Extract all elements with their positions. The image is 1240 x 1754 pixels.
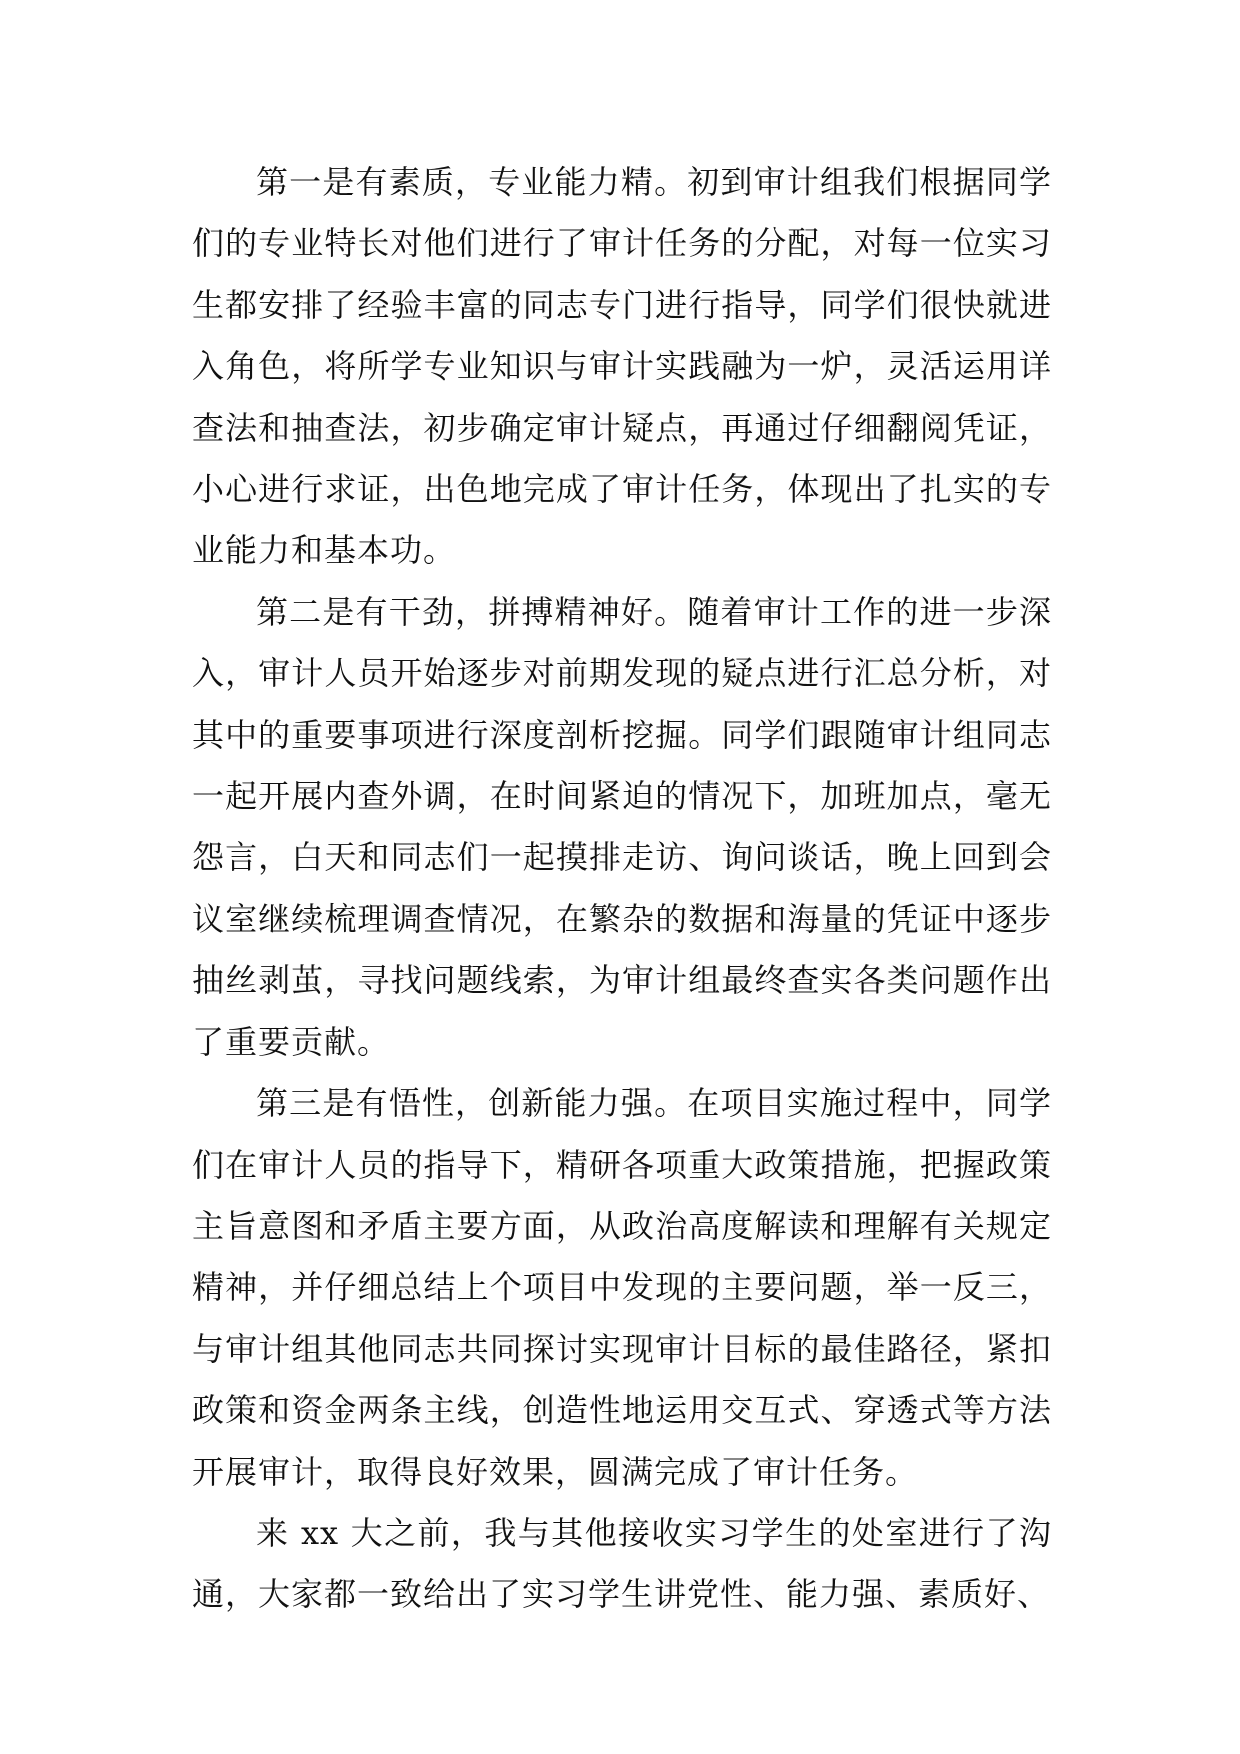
paragraph-quality: 第一是有素质，专业能力精。初到审计组我们根据同学们的专业特长对他们进行了审计任务的分配，对每一位实习生都安排了经验丰富的同志专门进行指导，同学们很快就进入角色，将所学专业知识与审计实践融为一炉，灵活运用详查法和抽查法，初步确定审计疑点，再通过仔细翻阅凭证，小心进行求证，出色地完成了审计任务，体现出了扎实的专业能力和基本功。 bbox=[192, 163, 1052, 570]
paragraph-insight: 第三是有悟性，创新能力强。在项目实施过程中，同学们在审计人员的指导下，精研各项重大政策措施，把握政策主旨意图和矛盾主要方面，从政治高度解读和理解有关规定精神，并仔细总结上个项目中发现的主要问题，举一反三，与审计组其他同志共同探讨实现审计目标的最佳路径，紧扣政策和资金两条主线，创造性地运用交互式、穿透式等方法开展审计，取得良好效果，圆满完成了审计任务。 bbox=[192, 1084, 1052, 1491]
document-body bbox=[192, 152, 1052, 1626]
paragraph-drive: 第二是有干劲，拼搏精神好。随着审计工作的进一步深入，审计人员开始逐步对前期发现的疑点进行汇总分析，对其中的重要事项进行深度剖析挖掘。同学们跟随审计组同志一起开展内查外调，在时间紧迫的情况下，加班加点，毫无怨言，白天和同志们一起摸排走访、询问谈话，晚上回到会议室继续梳理调查情况，在繁杂的数据和海量的凭证中逐步抽丝剥茧，寻找问题线索，为审计组最终查实各类问题作出了重要贡献。 bbox=[192, 592, 1052, 1061]
paragraph-feedback: 来 xx 大之前，我与其他接收实习学生的处室进行了沟通，大家都一致给出了实习学生讲党性、能力强、素质好、 bbox=[192, 1513, 1052, 1614]
